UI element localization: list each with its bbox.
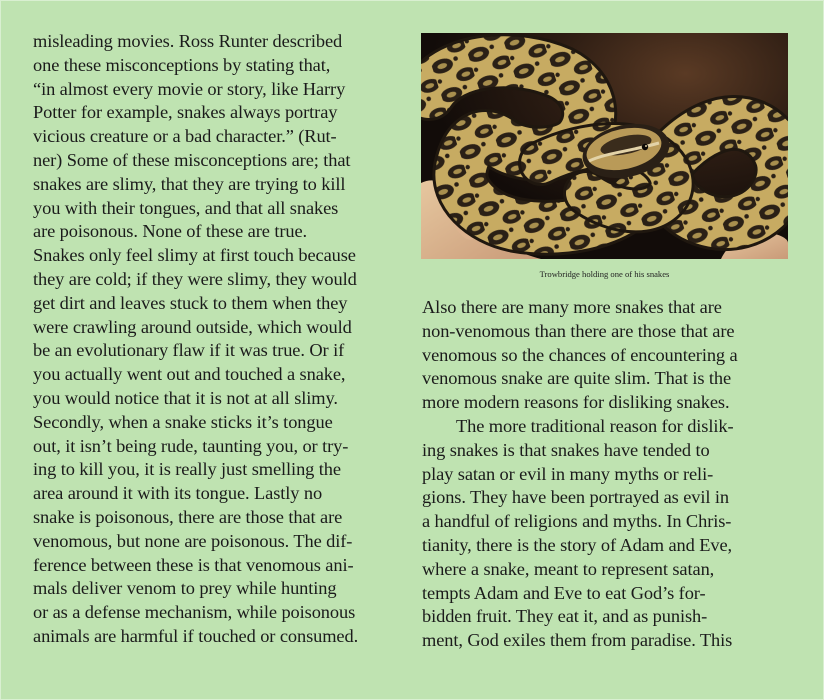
text-line: ing snakes is that snakes have tended to <box>422 439 710 460</box>
text-line: vicious creature or a bad character.” (Rut- <box>33 126 337 147</box>
text-line: out, it isn’t being rude, taunting you, or try- <box>33 435 349 456</box>
text-line: venomous, but none are poisonous. The dif- <box>33 530 353 551</box>
text-line: ment, God exiles them from paradise. This <box>422 630 733 651</box>
text-line: bidden fruit. They eat it, and as punish- <box>422 606 708 627</box>
text-line: Secondly, when a snake sticks it’s tongue <box>33 411 333 432</box>
text-line: tempts Adam and Eve to eat God’s for- <box>422 582 706 603</box>
text-line: where a snake, meant to represent satan, <box>422 558 715 579</box>
text-line: were crawling around outside, which would <box>33 316 352 337</box>
text-line: snakes are slimy, that they are trying to kill <box>33 173 346 194</box>
text-line: tianity, there is the story of Adam and Eve, <box>422 534 733 555</box>
text-line: snake is poisonous, there are those that are <box>33 506 343 527</box>
right-text-column <box>422 296 792 653</box>
text-line: are poisonous. None of these are true. <box>33 221 308 242</box>
text-line: be an evolutionary flaw if it was true. Or if <box>33 340 345 361</box>
text-line: misleading movies. Ross Runter described <box>33 31 343 51</box>
text-line: ner) Some of these misconceptions are; that <box>33 149 351 170</box>
text-line: get dirt and leaves stuck to them when they <box>33 292 348 313</box>
text-line: a handful of religions and myths. In Chris- <box>422 511 732 532</box>
text-line: mals deliver venom to prey while hunting <box>33 578 337 599</box>
text-line: “in almost every movie or story, like Harry <box>33 78 346 99</box>
text-line: gions. They have been portrayed as evil in <box>422 487 729 508</box>
text-line: Snakes only feel slimy at first touch because <box>33 245 356 266</box>
text-line: area around it with its tongue. Lastly no <box>33 483 323 504</box>
text-line: you actually went out and touched a snake, <box>33 364 346 385</box>
text-line: ference between these is that venomous ani- <box>33 554 354 575</box>
text-line: animals are harmful if touched or consumed. <box>33 625 359 646</box>
photo-caption: Trowbridge holding one of his snakes <box>539 269 670 279</box>
text-line: Also there are many more snakes that are <box>422 297 722 317</box>
text-line: one these misconceptions by stating that, <box>33 54 331 75</box>
text-line: non-venomous than there are those that are <box>422 320 735 341</box>
left-text-column <box>33 30 405 649</box>
text-line: Potter for example, snakes always portray <box>33 102 338 123</box>
text-line: ing to kill you, it is really just smelling the <box>33 459 341 480</box>
snake-photo <box>421 33 788 259</box>
text-line: play satan or evil in many myths or reli- <box>422 463 714 484</box>
text-line: more modern reasons for disliking snakes. <box>422 392 730 413</box>
paragraph-first-line: The more traditional reason for dislik- <box>456 415 734 436</box>
text-line: venomous snake are quite slim. That is the <box>422 368 732 389</box>
text-line: you with their tongues, and that all snakes <box>33 197 339 218</box>
text-line: venomous so the chances of encountering a <box>422 344 738 365</box>
text-line: you would notice that it is not at all slimy. <box>33 387 338 408</box>
text-line: they are cold; if they were slimy, they would <box>33 268 357 289</box>
text-line: or as a defense mechanism, while poisonous <box>33 602 356 623</box>
